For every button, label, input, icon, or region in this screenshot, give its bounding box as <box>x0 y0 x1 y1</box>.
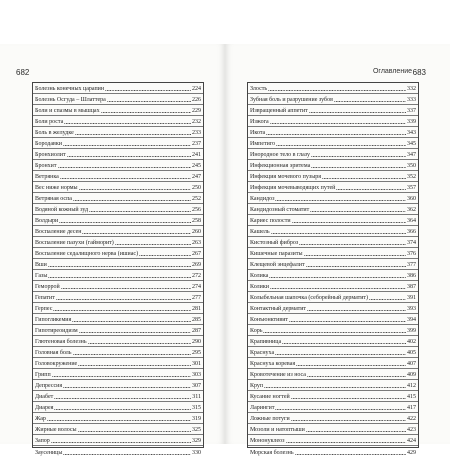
toc-entry <box>248 270 418 281</box>
toc-entry <box>33 325 203 336</box>
toc-entry-page: 252 <box>192 196 201 204</box>
toc-entry-page: 256 <box>192 207 201 215</box>
toc-entry-title: Водяной кожный зуд <box>35 207 88 215</box>
toc-entry-page: 301 <box>192 361 201 369</box>
dot-leader <box>270 288 406 289</box>
toc-entry-page: 402 <box>407 339 416 347</box>
toc-entry-page: 337 <box>407 108 416 116</box>
dot-leader <box>266 134 406 135</box>
toc-entry-page: 360 <box>407 196 416 204</box>
toc-entry <box>248 391 418 402</box>
dot-leader <box>296 365 406 366</box>
dot-leader <box>78 365 191 366</box>
right-toc-table <box>247 82 419 448</box>
toc-entry <box>248 226 418 237</box>
toc-entry-title: Гипотиреоидизм <box>35 328 78 336</box>
toc-entry-page: 229 <box>192 108 201 116</box>
toc-entry-page: 407 <box>407 361 416 369</box>
toc-entry-title: Мозоли и натоптыши <box>250 427 305 435</box>
toc-entry <box>248 237 418 248</box>
toc-entry-title: Головокружение <box>35 361 77 369</box>
toc-entry <box>33 226 203 237</box>
toc-entry-page: 315 <box>192 405 201 413</box>
toc-entry-title: Головная боль <box>35 350 72 358</box>
toc-entry-title: Ларингит <box>250 405 274 413</box>
toc-entry-page: 377 <box>407 262 416 270</box>
toc-entry <box>248 281 418 292</box>
dot-leader <box>48 266 191 267</box>
toc-entry <box>33 215 203 226</box>
toc-entry-page: 415 <box>407 394 416 402</box>
toc-entry <box>248 94 418 105</box>
toc-entry-page: 311 <box>192 394 201 402</box>
dot-leader <box>79 189 191 190</box>
toc-entry-page: 285 <box>192 317 201 325</box>
toc-entry-page: 260 <box>192 229 201 237</box>
toc-entry-page: 422 <box>407 416 416 424</box>
toc-entry <box>33 83 203 94</box>
toc-entry-title: Ветрянка <box>35 174 59 182</box>
toc-entry-title: Конъюнктивит <box>250 317 288 325</box>
toc-entry-title: Воспаление седалищного нерва (ишиас) <box>35 251 138 259</box>
dot-leader <box>269 277 406 278</box>
dot-leader <box>336 189 406 190</box>
toc-entry <box>248 83 418 94</box>
dot-leader <box>295 454 406 455</box>
dot-leader <box>82 233 191 234</box>
dot-leader <box>88 343 191 344</box>
dot-leader <box>286 442 406 443</box>
toc-entry-page: 393 <box>407 306 416 314</box>
dot-leader <box>63 387 191 388</box>
toc-entry-page: 343 <box>407 130 416 138</box>
dot-leader <box>307 376 406 377</box>
toc-entry-title: Извращенный аппетит <box>250 108 308 116</box>
left-page-number: 682 <box>16 68 29 77</box>
dot-leader <box>58 167 192 168</box>
toc-entry-title: Морская болезнь <box>250 450 294 457</box>
toc-entry-page: 409 <box>407 372 416 380</box>
toc-entry-title: Круп <box>250 383 263 391</box>
toc-entry-title: Бронхит <box>35 163 57 171</box>
toc-entry-page: 295 <box>192 350 201 358</box>
toc-entry-page: 330 <box>192 450 201 457</box>
toc-entry-page: 329 <box>192 438 201 446</box>
dot-leader <box>61 288 191 289</box>
toc-entry-title: Ветряная оспа <box>35 196 72 204</box>
toc-entry <box>248 424 418 435</box>
right-page-number: 683 <box>413 68 426 77</box>
toc-entry-title: Бородавки <box>35 141 62 149</box>
dot-leader <box>53 310 191 311</box>
toc-entry-title: Воспаление десен <box>35 229 81 237</box>
toc-entry <box>33 424 203 435</box>
toc-entry <box>33 105 203 116</box>
toc-entry-title: Вес ниже нормы <box>35 185 78 193</box>
toc-entry-page: 391 <box>407 295 416 303</box>
toc-entry-title: Кишечные паразиты <box>250 251 303 259</box>
toc-entry <box>33 435 203 446</box>
dot-leader <box>54 409 191 410</box>
toc-entry <box>33 94 203 105</box>
toc-entry-title: Вши <box>35 262 47 270</box>
toc-entry-title: Гепатит <box>35 295 55 303</box>
toc-entry <box>33 259 203 270</box>
toc-entry <box>33 237 203 248</box>
toc-entry-title: Кандидоз <box>250 196 274 204</box>
toc-entry-title: Краснуха коревая <box>250 361 295 369</box>
dot-leader <box>299 244 406 245</box>
toc-entry <box>33 347 203 358</box>
dot-leader <box>105 90 191 91</box>
toc-entry-title: Боли роста <box>35 119 63 127</box>
toc-entry <box>248 336 418 347</box>
toc-entry-page: 226 <box>192 97 201 105</box>
running-head: Оглавление <box>373 68 412 75</box>
toc-entry <box>33 314 203 325</box>
toc-entry-page: 374 <box>407 240 416 248</box>
toc-entry-title: Кусание ногтей <box>250 394 290 402</box>
dot-leader <box>139 255 191 256</box>
toc-entry <box>248 204 418 215</box>
toc-entry <box>248 116 418 127</box>
dot-leader <box>322 178 406 179</box>
toc-entry-title: Икота <box>250 130 265 138</box>
dot-leader <box>78 431 191 432</box>
toc-entry-title: Колыбельная шапочка (себорейный дерматит) <box>250 295 368 303</box>
toc-entry-page: 263 <box>192 240 201 248</box>
toc-entry-page: 429 <box>407 450 416 457</box>
toc-entry <box>248 358 418 369</box>
toc-entry <box>33 171 203 182</box>
toc-entry <box>33 270 203 281</box>
dot-leader <box>47 420 191 421</box>
toc-entry-page: 345 <box>407 141 416 149</box>
toc-entry-title: Кашель <box>250 229 270 237</box>
toc-entry-page: 258 <box>192 218 201 226</box>
toc-entry-page: 376 <box>407 251 416 259</box>
toc-entry <box>33 160 203 171</box>
toc-entry <box>33 182 203 193</box>
toc-entry-page: 350 <box>407 163 416 171</box>
dot-leader <box>75 134 191 135</box>
toc-entry-title: Злость <box>250 86 267 94</box>
toc-entry-page: 362 <box>407 207 416 215</box>
toc-entry-title: Зубная боль и разрушение зубов <box>250 97 333 105</box>
toc-entry <box>33 369 203 380</box>
toc-entry <box>248 402 418 413</box>
toc-entry <box>248 149 418 160</box>
toc-entry <box>248 435 418 446</box>
toc-entry-page: 237 <box>192 141 201 149</box>
toc-entry-title: Ложные потуги <box>250 416 290 424</box>
toc-entry-page: 339 <box>407 119 416 127</box>
dot-leader <box>311 156 406 157</box>
dot-leader <box>292 222 406 223</box>
toc-entry-title: Герпес <box>35 306 52 314</box>
toc-entry-title: Депрессия <box>35 383 62 391</box>
toc-entry-page: 233 <box>192 130 201 138</box>
dot-leader <box>60 178 191 179</box>
toc-entry-title: Диабет <box>35 394 53 402</box>
dot-leader <box>306 431 406 432</box>
dot-leader <box>270 123 406 124</box>
toc-entry <box>33 281 203 292</box>
toc-entry-page: 281 <box>192 306 201 314</box>
toc-entry-page: 399 <box>407 328 416 336</box>
toc-entry-page: 241 <box>192 152 201 160</box>
toc-entry <box>248 292 418 303</box>
toc-entry-title: Жирные волосы <box>35 427 77 435</box>
dot-leader <box>48 277 191 278</box>
toc-entry <box>248 138 418 149</box>
toc-entry-title: Инородное тело в глазу <box>250 152 310 160</box>
toc-entry-title: Мононуклеоз <box>250 438 285 446</box>
dot-leader <box>63 454 191 455</box>
toc-entry <box>33 380 203 391</box>
toc-entry-page: 357 <box>407 185 416 193</box>
toc-entry-title: Инфекционная эритема <box>250 163 310 171</box>
dot-leader <box>59 222 191 223</box>
dot-leader <box>115 244 191 245</box>
dot-leader <box>307 310 406 311</box>
dot-leader <box>56 299 191 300</box>
toc-entry-page: 224 <box>192 86 201 94</box>
toc-entry <box>33 116 203 127</box>
dot-leader <box>73 200 191 201</box>
toc-entry <box>33 303 203 314</box>
toc-entry-title: Геморрой <box>35 284 60 292</box>
toc-entry-title: Боль в желудке <box>35 130 74 138</box>
toc-entry <box>33 248 203 259</box>
dot-leader <box>89 211 191 212</box>
dot-leader <box>52 376 191 377</box>
toc-entry-page: 245 <box>192 163 201 171</box>
toc-entry-title: Инфекция мочевого пузыря <box>250 174 321 182</box>
toc-entry-title: Запор <box>35 438 50 446</box>
dot-leader <box>310 211 406 212</box>
toc-entry-page: 364 <box>407 218 416 226</box>
dot-leader <box>291 398 406 399</box>
dot-leader <box>51 442 191 443</box>
toc-entry-title: Боли и спазмы в мышцах <box>35 108 100 116</box>
dot-leader <box>275 409 406 410</box>
toc-entry-page: 417 <box>407 405 416 413</box>
toc-entry-page: 423 <box>407 427 416 435</box>
toc-entry-title: Болезнь Осгуда – Шлаттера <box>35 97 106 105</box>
toc-entry-title: Инфекция мочевыводящих путей <box>250 185 335 193</box>
toc-entry-page: 274 <box>192 284 201 292</box>
toc-entry <box>33 358 203 369</box>
toc-entry-title: Колика <box>250 273 268 281</box>
toc-entry <box>33 138 203 149</box>
toc-entry <box>248 248 418 259</box>
toc-entry <box>33 127 203 138</box>
toc-entry-title: Диарея <box>35 405 53 413</box>
toc-entry-page: 232 <box>192 119 201 127</box>
toc-entry-page: 272 <box>192 273 201 281</box>
toc-entry <box>248 171 418 182</box>
toc-entry <box>248 380 418 391</box>
toc-entry <box>248 314 418 325</box>
toc-entry-page: 277 <box>192 295 201 303</box>
toc-entry <box>33 391 203 402</box>
toc-entry <box>248 446 418 457</box>
toc-entry <box>33 193 203 204</box>
toc-entry-page: 412 <box>407 383 416 391</box>
toc-entry-page: 290 <box>192 339 201 347</box>
toc-entry <box>248 193 418 204</box>
dot-leader <box>63 145 191 146</box>
toc-entry <box>248 105 418 116</box>
toc-entry <box>248 347 418 358</box>
toc-entry-page: 247 <box>192 174 201 182</box>
dot-leader <box>64 123 191 124</box>
toc-entry <box>248 259 418 270</box>
dot-leader <box>275 354 406 355</box>
dot-leader <box>67 156 191 157</box>
toc-entry-title: Гипогликемия <box>35 317 71 325</box>
toc-entry-title: Клещевой энцефалит <box>250 262 305 270</box>
toc-entry <box>33 204 203 215</box>
toc-entry-title: Кандидозный стоматит <box>250 207 309 215</box>
dot-leader <box>334 101 406 102</box>
dot-leader <box>263 332 406 333</box>
toc-entry <box>248 325 418 336</box>
toc-entry-title: Кариес полости <box>250 218 291 226</box>
toc-entry-page: 424 <box>407 438 416 446</box>
toc-entry-page: 352 <box>407 174 416 182</box>
dot-leader <box>311 167 406 168</box>
toc-entry <box>33 336 203 347</box>
toc-entry-title: Воспаление пазухи (гайморит) <box>35 240 114 248</box>
toc-entry-title: Крапивница <box>250 339 281 347</box>
toc-entry-title: Краснуха <box>250 350 274 358</box>
dot-leader <box>268 90 406 91</box>
toc-entry-title: Глютеновая болезнь <box>35 339 87 347</box>
toc-entry-page: 387 <box>407 284 416 292</box>
dot-leader <box>369 299 406 300</box>
toc-entry-title: Болезнь конечных царапин <box>35 86 104 94</box>
dot-leader <box>306 266 406 267</box>
toc-entry-title: Кровотечение из носа <box>250 372 306 380</box>
dot-leader <box>304 255 406 256</box>
toc-entry-title: Бронхиолит <box>35 152 66 160</box>
toc-entry <box>33 446 203 457</box>
dot-leader <box>79 332 191 333</box>
toc-entry-title: Корь <box>250 328 262 336</box>
dot-leader <box>264 387 406 388</box>
toc-entry-page: 366 <box>407 229 416 237</box>
toc-entry <box>33 402 203 413</box>
toc-entry-title: Импетиго <box>250 141 275 149</box>
dot-leader <box>54 398 191 399</box>
toc-entry-page: 347 <box>407 152 416 160</box>
toc-entry-page: 325 <box>192 427 201 435</box>
toc-entry-page: 319 <box>192 416 201 424</box>
dot-leader <box>289 321 406 322</box>
left-toc-table <box>32 82 204 448</box>
toc-entry-title: Грипп <box>35 372 51 380</box>
toc-entry-page: 394 <box>407 317 416 325</box>
toc-entry <box>248 182 418 193</box>
toc-entry-title: Кистозный фиброз <box>250 240 298 248</box>
toc-entry-page: 307 <box>192 383 201 391</box>
toc-entry-page: 333 <box>407 97 416 105</box>
toc-entry-title: Колики <box>250 284 269 292</box>
dot-leader <box>72 321 191 322</box>
toc-entry <box>33 413 203 424</box>
toc-entry-title: Контактный дерматит <box>250 306 306 314</box>
toc-entry <box>248 215 418 226</box>
dot-leader <box>309 112 406 113</box>
dot-leader <box>276 145 406 146</box>
dot-leader <box>73 354 191 355</box>
dot-leader <box>275 200 406 201</box>
toc-entry-title: Газы <box>35 273 47 281</box>
dot-leader <box>101 112 191 113</box>
toc-entry <box>248 160 418 171</box>
toc-entry-page: 250 <box>192 185 201 193</box>
toc-entry-page: 287 <box>192 328 201 336</box>
toc-entry <box>248 303 418 314</box>
toc-entry <box>33 292 203 303</box>
toc-entry-page: 303 <box>192 372 201 380</box>
toc-entry-title: Жар <box>35 416 46 424</box>
toc-entry <box>33 149 203 160</box>
dot-leader <box>291 420 406 421</box>
toc-entry-page: 267 <box>192 251 201 259</box>
toc-entry-page: 269 <box>192 262 201 270</box>
toc-entry <box>248 127 418 138</box>
dot-leader <box>271 233 406 234</box>
toc-entry <box>248 413 418 424</box>
toc-entry-page: 332 <box>407 86 416 94</box>
toc-entry-title: Заусеницы <box>35 450 62 457</box>
toc-entry-title: Изжога <box>250 119 269 127</box>
dot-leader <box>107 101 191 102</box>
toc-entry-title: Волдыри <box>35 218 58 226</box>
toc-entry-page: 405 <box>407 350 416 358</box>
toc-entry-page: 386 <box>407 273 416 281</box>
toc-entry <box>248 369 418 380</box>
dot-leader <box>282 343 406 344</box>
